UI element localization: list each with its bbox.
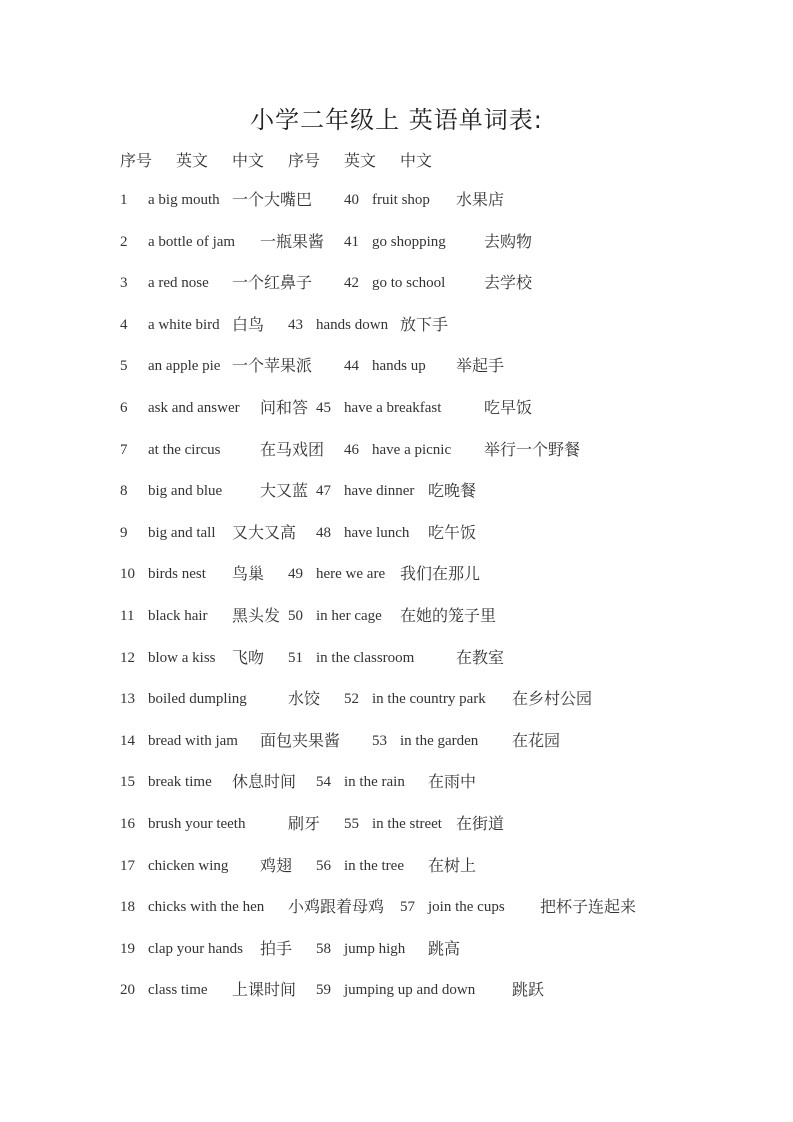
english-phrase: here we are bbox=[316, 566, 386, 582]
entry-number: 13 bbox=[120, 691, 135, 707]
chinese-translation: 把杯子连起来 bbox=[540, 897, 637, 916]
english-phrase: a red nose bbox=[148, 275, 209, 291]
english-phrase: ask and answer bbox=[148, 400, 240, 416]
entry-number: 43 bbox=[288, 317, 303, 333]
chinese-translation: 上课时间 bbox=[232, 980, 297, 999]
chinese-translation: 跳跃 bbox=[512, 980, 545, 999]
entry-number: 7 bbox=[120, 442, 128, 458]
entry-number: 40 bbox=[344, 192, 359, 208]
header-index-2: 序号 bbox=[288, 151, 321, 170]
entry-number: 10 bbox=[120, 566, 135, 582]
header-index-1: 序号 bbox=[120, 151, 153, 170]
chinese-translation: 在她的笼子里 bbox=[400, 606, 497, 625]
entry-number: 46 bbox=[344, 442, 359, 458]
chinese-translation: 去购物 bbox=[484, 232, 533, 251]
entry-number: 53 bbox=[372, 733, 387, 749]
chinese-translation: 面包夹果酱 bbox=[260, 731, 341, 750]
chinese-translation: 飞吻 bbox=[232, 648, 265, 667]
english-phrase: have a picnic bbox=[372, 442, 452, 458]
english-phrase: join the cups bbox=[428, 899, 505, 915]
chinese-translation: 一个苹果派 bbox=[232, 356, 313, 375]
english-phrase: jumping up and down bbox=[344, 982, 476, 998]
english-phrase: black hair bbox=[148, 608, 208, 624]
entry-number: 14 bbox=[120, 733, 135, 749]
chinese-translation: 吃午饭 bbox=[428, 523, 477, 542]
english-phrase: in the classroom bbox=[316, 650, 415, 666]
english-phrase: clap your hands bbox=[148, 941, 243, 957]
entry-number: 41 bbox=[344, 234, 359, 250]
english-phrase: birds nest bbox=[148, 566, 206, 582]
entry-number: 20 bbox=[120, 982, 135, 998]
chinese-translation: 一个大嘴巴 bbox=[232, 190, 313, 209]
chinese-translation: 拍手 bbox=[260, 939, 293, 958]
english-phrase: class time bbox=[148, 982, 208, 998]
chinese-translation: 在雨中 bbox=[428, 772, 477, 791]
english-phrase: brush your teeth bbox=[148, 816, 246, 832]
entry-number: 4 bbox=[120, 317, 128, 333]
english-phrase: go to school bbox=[372, 275, 446, 291]
english-phrase: a big mouth bbox=[148, 192, 220, 208]
chinese-translation: 问和答 bbox=[260, 398, 309, 417]
english-phrase: boiled dumpling bbox=[148, 691, 247, 707]
english-phrase: break time bbox=[148, 774, 212, 790]
chinese-translation: 举起手 bbox=[456, 356, 505, 375]
chinese-translation: 小鸡跟着母鸡 bbox=[288, 897, 385, 916]
english-phrase: in her cage bbox=[316, 608, 382, 624]
english-phrase: in the garden bbox=[400, 733, 479, 749]
chinese-translation: 白鸟 bbox=[232, 315, 265, 334]
page-title: 小学二年级上 英语单词表: bbox=[250, 106, 543, 134]
chinese-translation: 吃晚餐 bbox=[428, 481, 477, 500]
chinese-translation: 水饺 bbox=[288, 689, 321, 708]
english-phrase: jump high bbox=[344, 941, 406, 957]
entry-number: 19 bbox=[120, 941, 135, 957]
entry-number: 45 bbox=[316, 400, 331, 416]
entry-number: 12 bbox=[120, 650, 135, 666]
english-phrase: fruit shop bbox=[372, 192, 430, 208]
entry-number: 50 bbox=[288, 608, 303, 624]
english-phrase: in the tree bbox=[344, 858, 404, 874]
header-chinese-1: 中文 bbox=[232, 151, 265, 170]
chinese-translation: 水果店 bbox=[456, 190, 505, 209]
chinese-translation: 一个红鼻子 bbox=[232, 273, 313, 292]
english-phrase: chicks with the hen bbox=[148, 899, 265, 915]
chinese-translation: 刷牙 bbox=[288, 814, 321, 833]
english-phrase: hands up bbox=[372, 358, 426, 374]
chinese-translation: 在花园 bbox=[512, 731, 561, 750]
english-phrase: big and tall bbox=[148, 525, 216, 541]
english-phrase: hands down bbox=[316, 317, 389, 333]
english-phrase: at the circus bbox=[148, 442, 221, 458]
entry-number: 58 bbox=[316, 941, 331, 957]
english-phrase: bread with jam bbox=[148, 733, 238, 749]
english-phrase: a white bird bbox=[148, 317, 220, 333]
entry-number: 3 bbox=[120, 275, 128, 291]
english-phrase: in the country park bbox=[372, 691, 486, 707]
entry-number: 8 bbox=[120, 483, 128, 499]
english-phrase: in the street bbox=[372, 816, 442, 832]
entry-number: 15 bbox=[120, 774, 135, 790]
chinese-translation: 我们在那儿 bbox=[400, 564, 481, 583]
header-english-1: 英文 bbox=[176, 151, 209, 170]
chinese-translation: 大又蓝 bbox=[260, 481, 309, 500]
chinese-translation: 一瓶果酱 bbox=[260, 232, 325, 251]
entry-number: 17 bbox=[120, 858, 135, 874]
chinese-translation: 在街道 bbox=[456, 814, 505, 833]
chinese-translation: 休息时间 bbox=[232, 772, 297, 791]
entry-number: 18 bbox=[120, 899, 135, 915]
chinese-translation: 黑头发 bbox=[232, 606, 281, 625]
entry-number: 54 bbox=[316, 774, 331, 790]
entry-number: 11 bbox=[120, 608, 135, 624]
entry-number: 59 bbox=[316, 982, 331, 998]
entry-number: 51 bbox=[288, 650, 303, 666]
entry-number: 44 bbox=[344, 358, 359, 374]
english-phrase: a bottle of jam bbox=[148, 234, 236, 250]
entry-number: 42 bbox=[344, 275, 359, 291]
english-phrase: have lunch bbox=[344, 525, 410, 541]
english-phrase: an apple pie bbox=[148, 358, 221, 374]
header-chinese-2: 中文 bbox=[400, 151, 433, 170]
english-phrase: in the rain bbox=[344, 774, 405, 790]
entry-number: 16 bbox=[120, 816, 135, 832]
entry-number: 48 bbox=[316, 525, 331, 541]
english-phrase: go shopping bbox=[372, 234, 446, 250]
entry-number: 1 bbox=[120, 192, 128, 208]
english-phrase: blow a kiss bbox=[148, 650, 216, 666]
chinese-translation: 在树上 bbox=[428, 856, 477, 875]
entry-number: 55 bbox=[344, 816, 359, 832]
english-phrase: have a breakfast bbox=[344, 400, 442, 416]
entry-number: 49 bbox=[288, 566, 303, 582]
entry-number: 52 bbox=[344, 691, 359, 707]
chinese-translation: 在马戏团 bbox=[260, 440, 325, 459]
chinese-translation: 在乡村公园 bbox=[512, 689, 593, 708]
chinese-translation: 放下手 bbox=[400, 315, 449, 334]
english-phrase: have dinner bbox=[344, 483, 415, 499]
chinese-translation: 吃早饭 bbox=[484, 398, 533, 417]
chinese-translation: 鸡翅 bbox=[260, 856, 293, 875]
chinese-translation: 举行一个野餐 bbox=[484, 440, 581, 459]
chinese-translation: 鸟巢 bbox=[232, 564, 265, 583]
entry-number: 56 bbox=[316, 858, 331, 874]
entry-number: 9 bbox=[120, 525, 128, 541]
english-phrase: big and blue bbox=[148, 483, 223, 499]
chinese-translation: 跳高 bbox=[428, 939, 461, 958]
chinese-translation: 又大又高 bbox=[232, 523, 297, 542]
english-phrase: chicken wing bbox=[148, 858, 229, 874]
entry-number: 47 bbox=[316, 483, 331, 499]
entry-number: 57 bbox=[400, 899, 415, 915]
header-english-2: 英文 bbox=[344, 151, 377, 170]
entry-number: 2 bbox=[120, 234, 128, 250]
chinese-translation: 去学校 bbox=[484, 273, 533, 292]
entry-number: 5 bbox=[120, 358, 128, 374]
chinese-translation: 在教室 bbox=[456, 648, 505, 667]
entry-number: 6 bbox=[120, 400, 128, 416]
